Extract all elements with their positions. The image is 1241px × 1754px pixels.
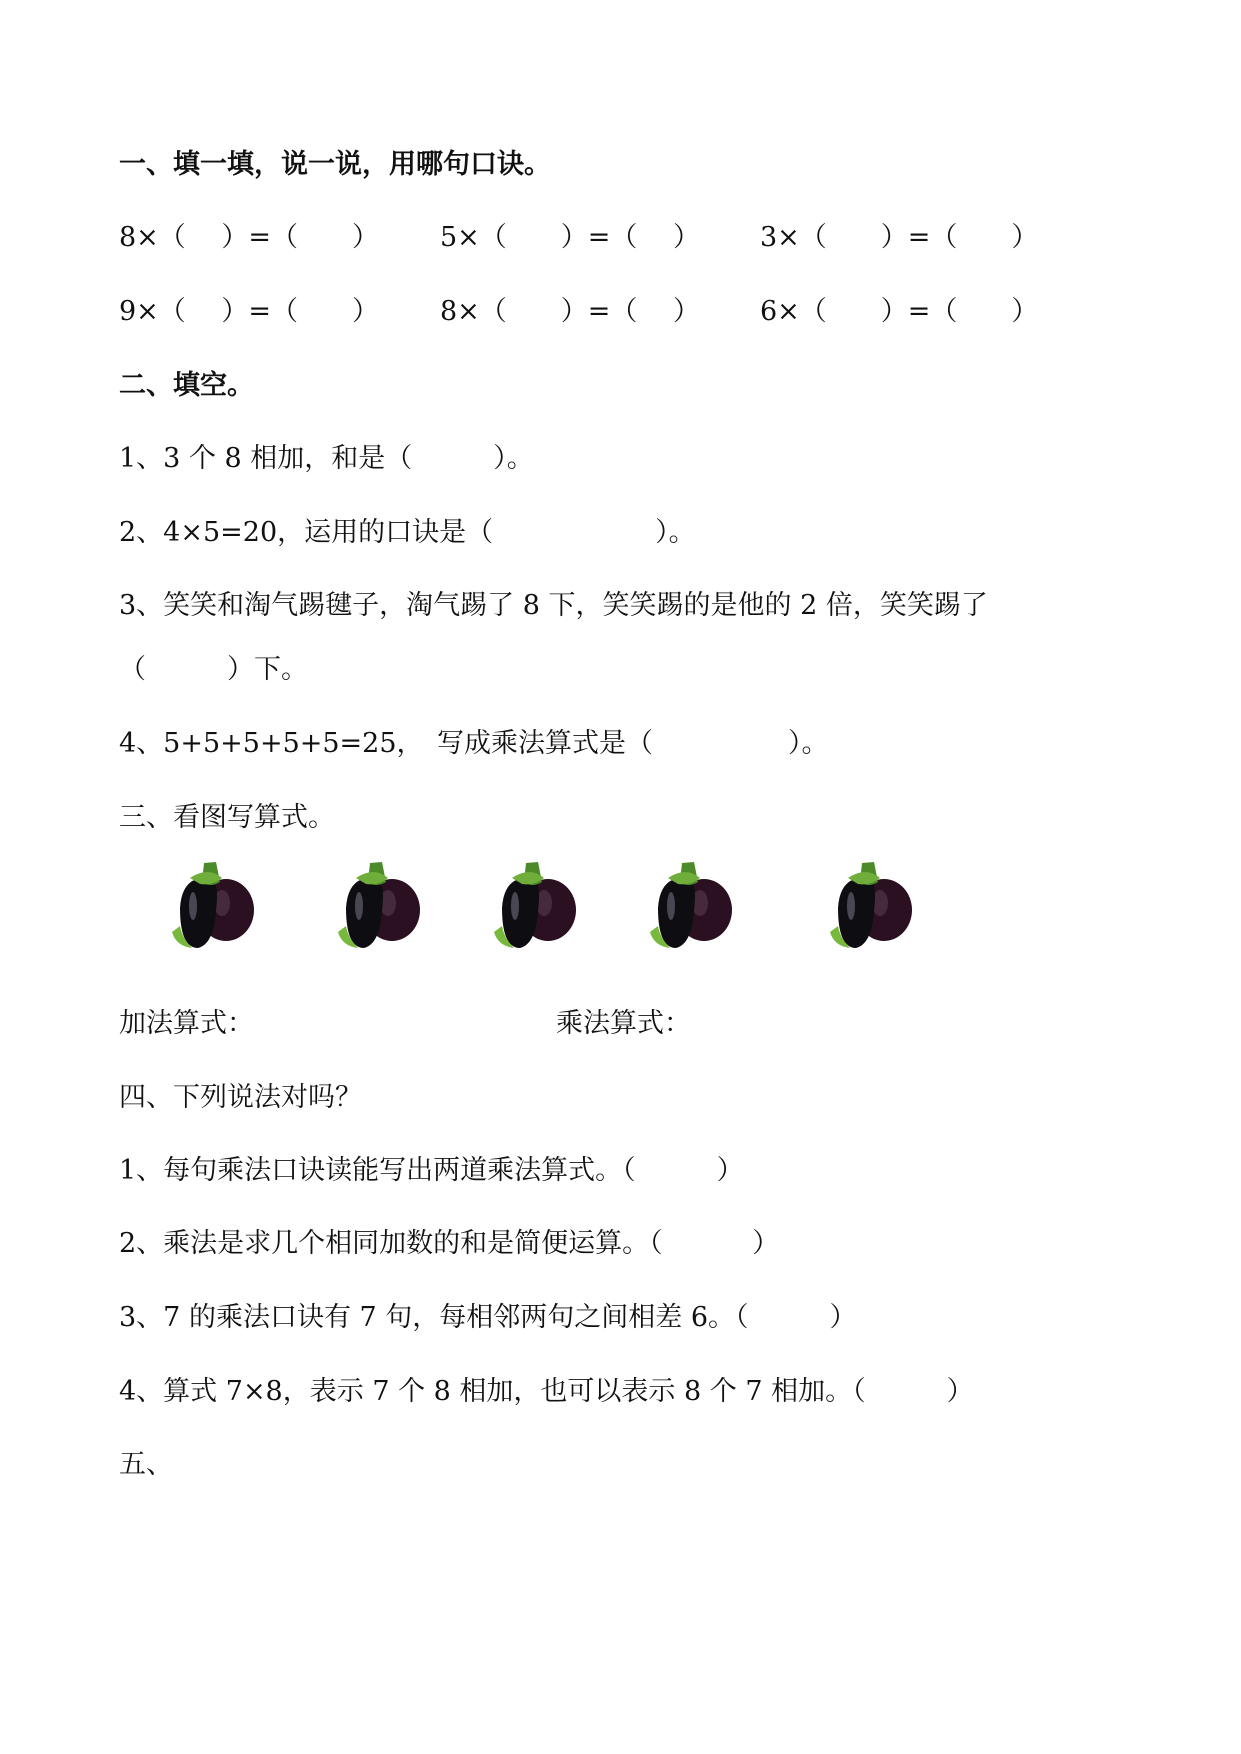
equation-blank[interactable]: 6×（ ）=（ ） <box>760 296 1039 327</box>
equation-blank[interactable]: 8×（ ）=（ ） <box>119 222 380 253</box>
eggplant-icon <box>326 848 436 958</box>
eggplant-picture-row <box>0 848 1241 958</box>
addition-formula-label: 加法算式： <box>119 1008 254 1039</box>
judge-question-2[interactable]: 2、乘法是求几个相同加数的和是简便运算。（ ） <box>119 1228 780 1259</box>
equation-blank[interactable]: 5×（ ）=（ ） <box>440 222 701 253</box>
equation-blank[interactable]: 9×（ ）=（ ） <box>119 296 380 327</box>
eggplant-icon <box>160 848 270 958</box>
multiplication-formula-label: 乘法算式： <box>556 1008 691 1039</box>
section1-title: 一、填一填，说一说，用哪句口诀。 <box>119 149 551 180</box>
fill-question-2[interactable]: 2、4×5=20，运用的口诀是（ ）。 <box>119 517 696 548</box>
judge-question-1[interactable]: 1、每句乘法口诀读能写出两道乘法算式。（ ） <box>119 1155 744 1186</box>
equation-blank[interactable]: 3×（ ）=（ ） <box>760 222 1039 253</box>
judge-question-3[interactable]: 3、7 的乘法口诀有 7 句，每相邻两句之间相差 6。（ ） <box>119 1302 857 1333</box>
fill-question-4[interactable]: 4、5+5+5+5+5=25， 写成乘法算式是（ ）。 <box>119 728 829 759</box>
fill-question-1[interactable]: 1、3 个 8 相加，和是（ ）。 <box>119 443 534 474</box>
eggplant-icon <box>818 848 928 958</box>
section2-title: 二、填空。 <box>119 370 254 401</box>
section3-title: 三、看图写算式。 <box>119 802 335 833</box>
judge-question-4[interactable]: 4、算式 7×8，表示 7 个 8 相加，也可以表示 8 个 7 相加。（ ） <box>119 1376 974 1407</box>
section4-title: 四、下列说法对吗？ <box>119 1082 362 1113</box>
eggplant-icon <box>638 848 748 958</box>
fill-question-3[interactable]: 3、笑笑和淘气踢毽子，淘气踢了 8 下，笑笑踢的是他的 2 倍，笑笑踢了 <box>119 590 988 621</box>
section5-title: 五、 <box>119 1449 173 1480</box>
fill-question-3-continued[interactable]: （ ）下。 <box>119 654 308 685</box>
equation-blank[interactable]: 8×（ ）=（ ） <box>440 296 701 327</box>
eggplant-icon <box>482 848 592 958</box>
